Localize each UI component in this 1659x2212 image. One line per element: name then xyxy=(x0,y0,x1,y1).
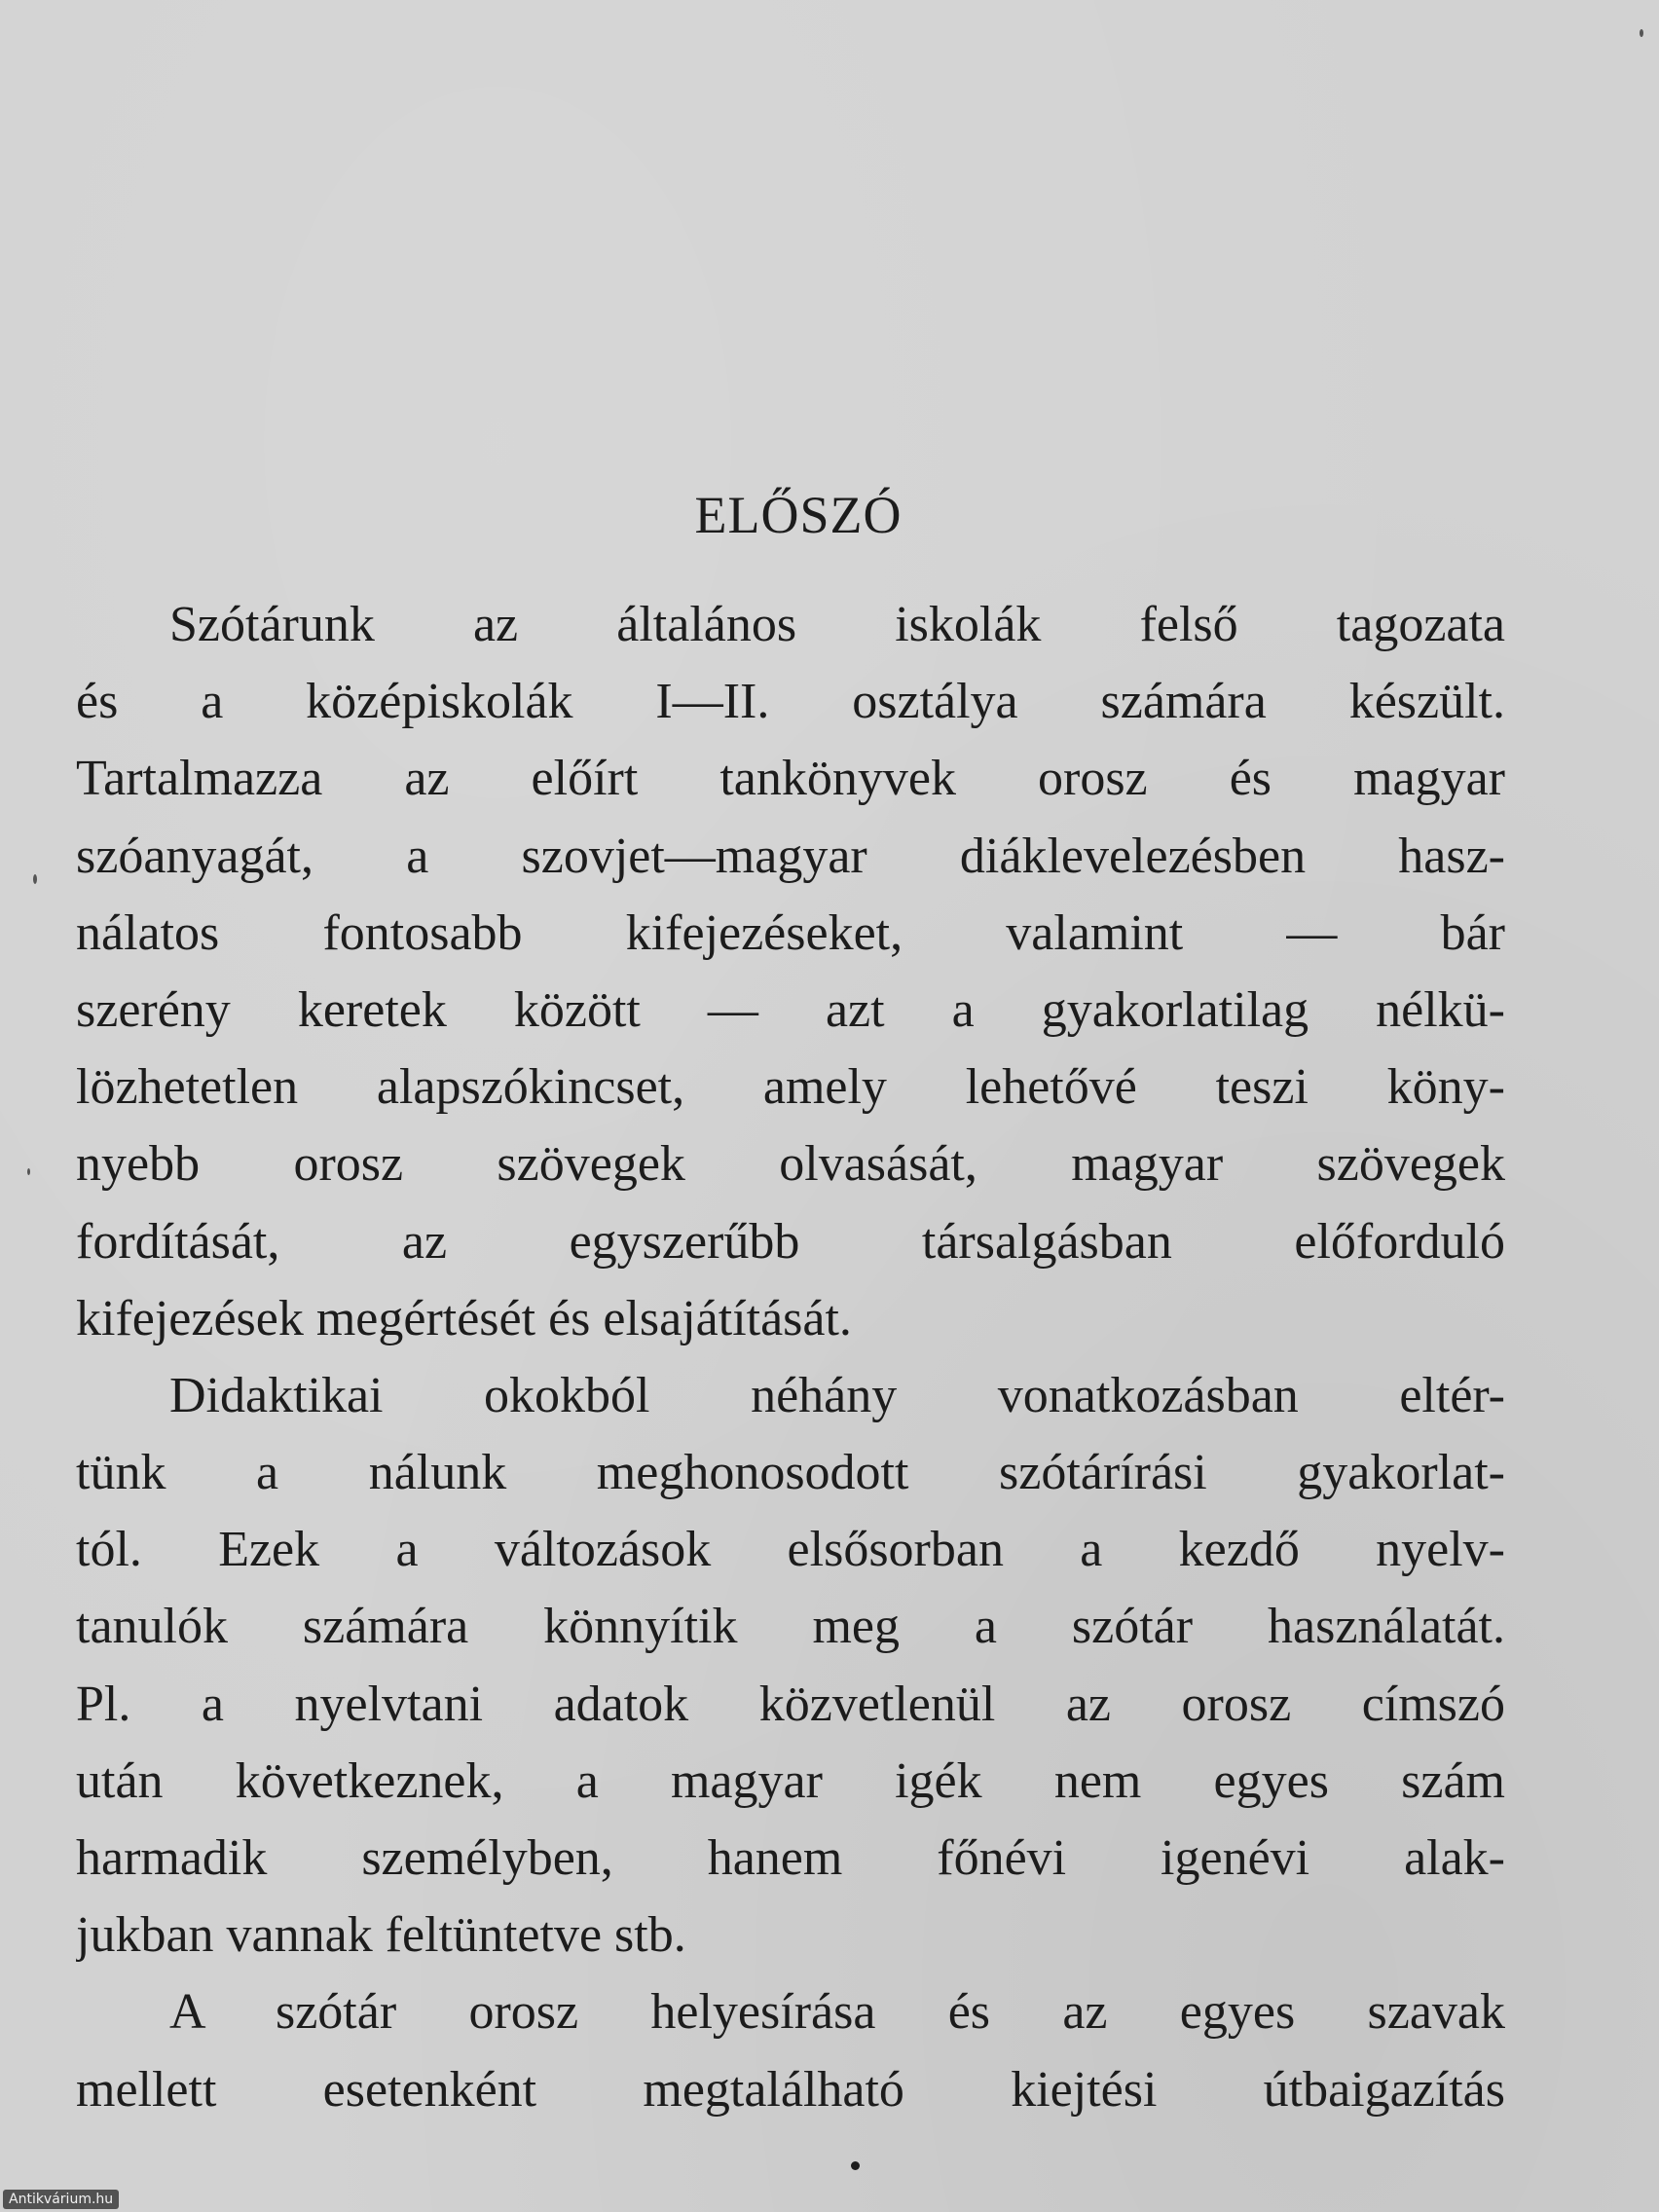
text-line: szerény keretek között — azt a gyakorlatilag nélkü- xyxy=(76,981,1505,1038)
text-line: tanulók számára könnyítik meg a szótár használatát. xyxy=(76,1599,1505,1655)
text-line: Tartalmazza az előírt tankönyvek orosz és magyar xyxy=(76,751,1505,807)
text-line: lözhetetlen alapszókincset, amely lehetővé teszi köny- xyxy=(76,1059,1505,1116)
text-line: harmadik személyben, hanem főnévi igenévi alak- xyxy=(76,1830,1505,1886)
page-mark-dot xyxy=(851,2161,860,2170)
scan-speck xyxy=(27,1168,30,1175)
text-line: nálatos fontosabb kifejezéseket, valamint — bár xyxy=(76,904,1505,961)
text-line: tünk a nálunk meghonosodott szótárírási gyakorlat- xyxy=(76,1445,1505,1501)
text-line: kifejezések megértését és elsajátítását. xyxy=(76,1290,852,1346)
scan-speck xyxy=(33,874,37,884)
text-line: mellett esetenként megtalálható kiejtési útbaigazítás xyxy=(76,2061,1505,2118)
text-line: Didaktikai okokból néhány vonatkozásban eltér- xyxy=(169,1367,1505,1423)
text-line: és a középiskolák I—II. osztálya számára készült. xyxy=(76,674,1505,730)
text-line: Szótárunk az általános iskolák felső tagozata xyxy=(169,597,1505,652)
text-line: tól. Ezek a változások elsősorban a kezdő nyelv- xyxy=(76,1522,1505,1578)
preface-text xyxy=(76,586,1505,2128)
watermark-logo: Antikvárium.hu xyxy=(3,2190,119,2209)
page-title: ELŐSZÓ xyxy=(694,486,903,544)
text-line: Pl. a nyelvtani adatok közvetlenül az orosz címszó xyxy=(76,1676,1505,1732)
text-line: fordítását, az egyszerűbb társalgásban előforduló xyxy=(76,1213,1505,1270)
text-line: után következnek, a magyar igék nem egyes szám xyxy=(76,1752,1505,1809)
text-line: jukban vannak feltüntetve stb. xyxy=(76,1907,686,1964)
text-line: szóanyagát, a szovjet—magyar diáklevelezésben hasz- xyxy=(76,828,1505,884)
text-line: nyebb orosz szövegek olvasását, magyar szövegek xyxy=(76,1136,1505,1193)
text-line: A szótár orosz helyesírása és az egyes szavak xyxy=(169,1984,1505,2041)
scan-speck xyxy=(1640,29,1643,37)
